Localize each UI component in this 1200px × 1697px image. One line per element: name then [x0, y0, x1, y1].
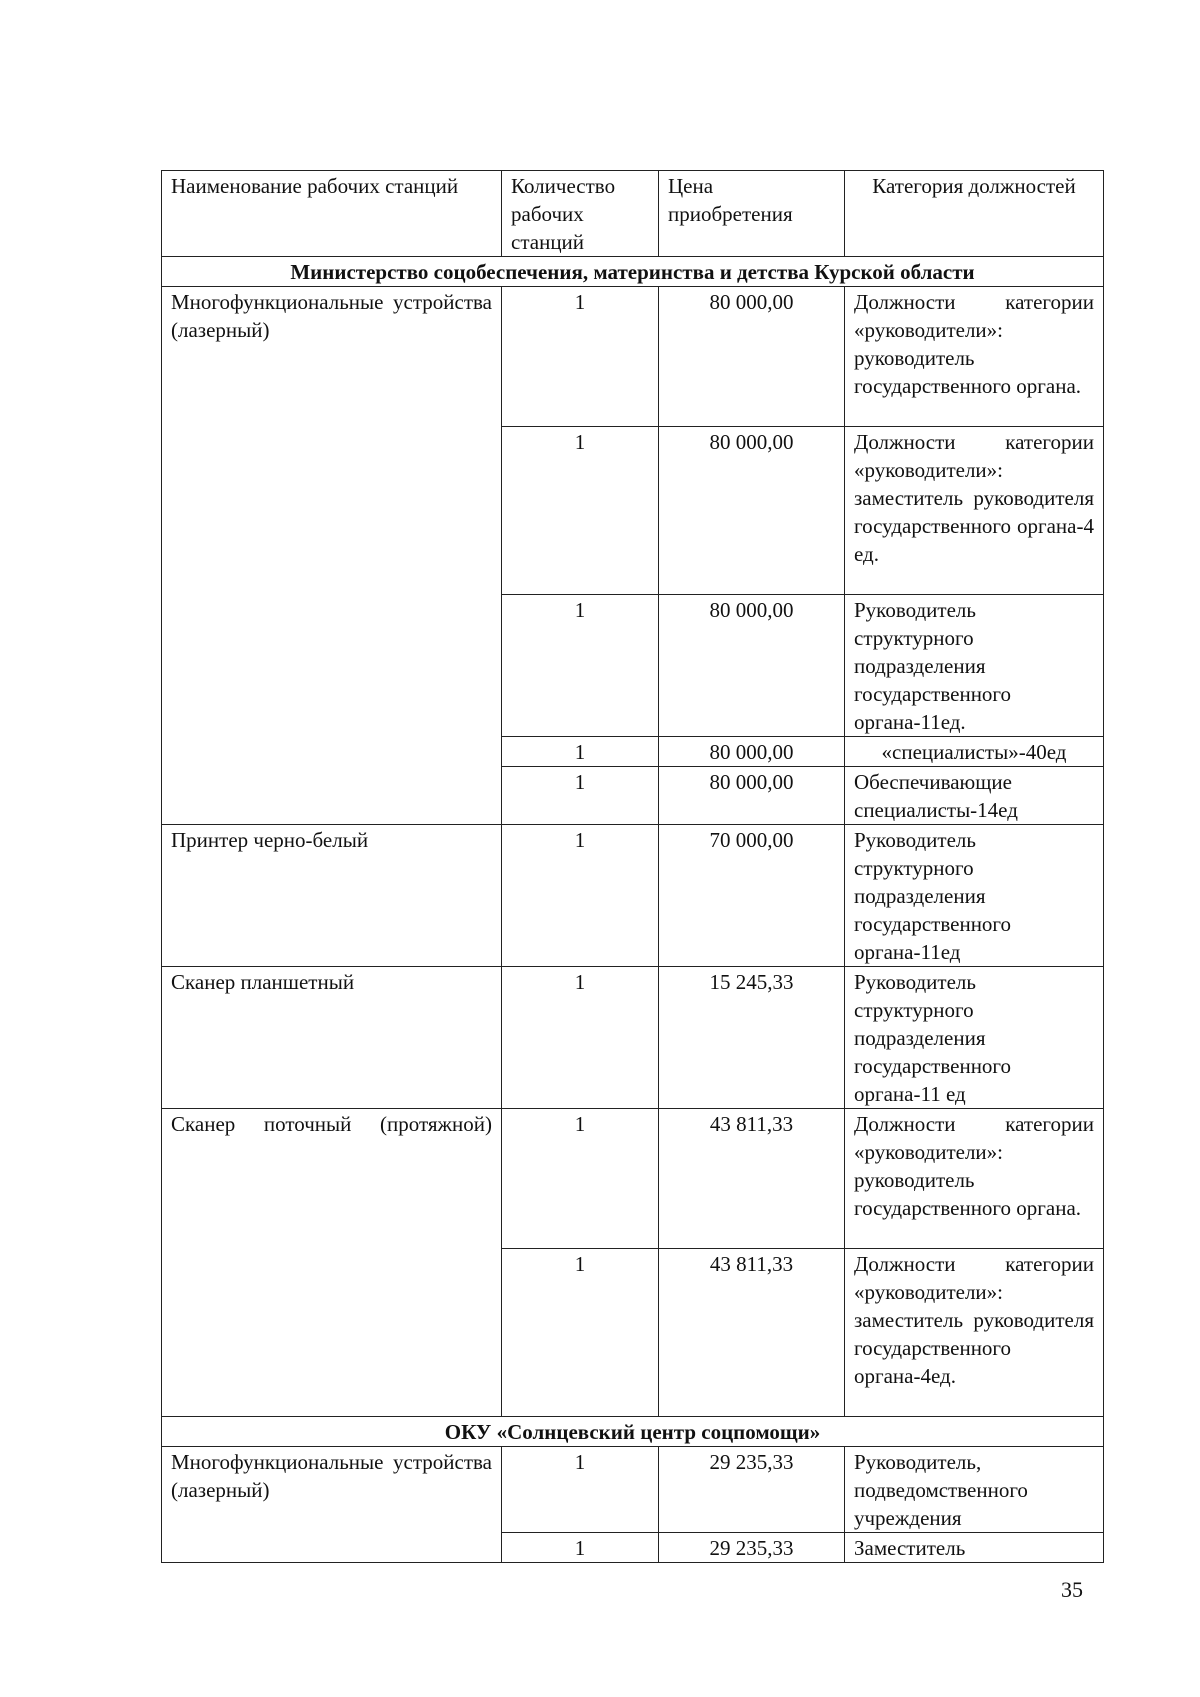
item-name: Сканер поточный (протяжной) [162, 1109, 502, 1417]
item-price: 80 000,00 [659, 595, 845, 737]
item-price: 70 000,00 [659, 825, 845, 967]
table-row [162, 825, 1104, 967]
item-qty: 1 [502, 825, 659, 967]
item-category: Заместитель [845, 1533, 1104, 1563]
item-qty: 1 [502, 287, 659, 427]
table-row [162, 1447, 1104, 1533]
item-name: Многофункциональные устройства (лазерный) [162, 1447, 502, 1563]
table-row [162, 1109, 1104, 1249]
item-category: Руководитель структурного подразделения государственного органа-11ед. [845, 595, 1104, 737]
item-qty: 1 [502, 1447, 659, 1533]
item-name: Сканер планшетный [162, 967, 502, 1109]
item-price: 80 000,00 [659, 427, 845, 595]
item-category: Обеспечивающие специалисты-14ед [845, 767, 1104, 825]
item-qty: 1 [502, 1249, 659, 1417]
item-qty: 1 [502, 1533, 659, 1563]
item-qty: 1 [502, 1109, 659, 1249]
item-name: Принтер черно-белый [162, 825, 502, 967]
section-title: Министерство соцобеспечения, материнства и детства Курской области [162, 257, 1104, 287]
item-price: 80 000,00 [659, 287, 845, 427]
table-row [162, 287, 1104, 427]
item-price: 80 000,00 [659, 767, 845, 825]
table-header-row [162, 171, 1104, 257]
page-number: 35 [1061, 1577, 1083, 1602]
item-category: Руководитель, подведомственного учреждения [845, 1447, 1104, 1533]
item-qty: 1 [502, 967, 659, 1109]
section-row [162, 1417, 1104, 1447]
item-price: 80 000,00 [659, 737, 845, 767]
item-name: Многофункциональные устройства (лазерный) [162, 287, 502, 825]
item-category: «специалисты»-40ед [845, 737, 1104, 767]
item-category: Должности категории «руководители»: руководитель государственного органа. [845, 287, 1104, 427]
item-qty: 1 [502, 767, 659, 825]
item-price: 43 811,33 [659, 1109, 845, 1249]
section-row [162, 257, 1104, 287]
header-category: Категория должностей [845, 171, 1104, 257]
header-price: Цена приобретения [659, 171, 845, 257]
item-qty: 1 [502, 427, 659, 595]
section-title: ОКУ «Солнцевский центр соцпомощи» [162, 1417, 1104, 1447]
item-price: 29 235,33 [659, 1533, 845, 1563]
item-qty: 1 [502, 737, 659, 767]
item-price: 15 245,33 [659, 967, 845, 1109]
item-price: 29 235,33 [659, 1447, 845, 1533]
item-price: 43 811,33 [659, 1249, 845, 1417]
header-name: Наименование рабочих станций [162, 171, 502, 257]
item-qty: 1 [502, 595, 659, 737]
item-category: Должности категории «руководители»: заместитель руководителя государственного органа-4ед. [845, 1249, 1104, 1417]
header-qty: Количество рабочих станций [502, 171, 659, 257]
item-category: Руководитель структурного подразделения государственного органа-11ед [845, 825, 1104, 967]
item-category: Должности категории «руководители»: руководитель государственного органа. [845, 1109, 1104, 1249]
item-category: Руководитель структурного подразделения государственного органа-11 ед [845, 967, 1104, 1109]
table-row [162, 967, 1104, 1109]
item-category: Должности категории «руководители»: заместитель руководителя государственного органа-4 ед. [845, 427, 1104, 595]
workstations-table [161, 170, 1104, 1563]
